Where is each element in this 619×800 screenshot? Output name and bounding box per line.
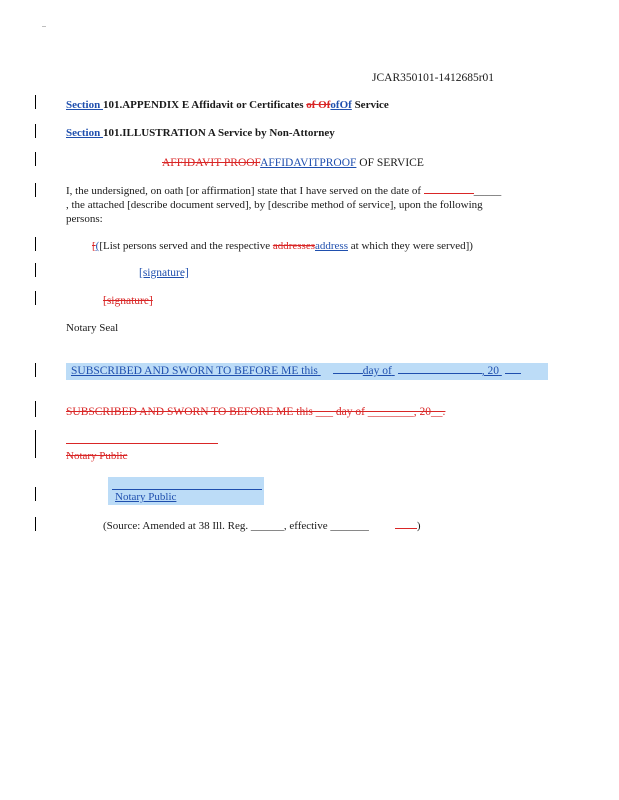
deleted-of: of [306,99,319,111]
section-word: Section [66,99,103,111]
change-bar-12 [35,517,36,531]
source-note [103,520,421,532]
change-bar-3 [35,152,36,166]
change-bar-11 [35,487,36,501]
body-line-2: , the attached [describe document served], by [describe method of service], upon the following [66,199,483,211]
persons-text: [List persons served and the respective [99,240,273,252]
deleted-addresses: addresses [272,240,315,252]
notary-signature-line-inserted [112,489,262,490]
notary-public-inserted: Notary Public [115,491,177,503]
persons-tail: at which they were served]) [348,240,473,252]
change-bar-8 [35,363,36,377]
source-blank-inserted [395,528,417,529]
source-tail: ) [416,520,421,532]
change-bar-4 [35,183,36,197]
notary-seal-label: Notary Seal [66,322,119,334]
change-bar-1 [35,95,36,109]
change-bar-2 [35,124,36,138]
day-blank [333,373,363,374]
title-inserted: AFFIDAVITPROOF [260,157,357,169]
inserted-of: of [330,99,340,111]
section-heading-illustration [66,127,335,139]
form-title [162,157,424,169]
date-blank-inserted [424,193,474,194]
heading-service: Service [351,99,389,111]
inserted-paren: ( [95,240,100,252]
subscribed-deleted-line: SUBSCRIBED AND SWORN TO BEFORE ME this ___ day of ________, 20__. [66,406,446,418]
date-blank-original: _____ [473,185,502,197]
deleted-Of: Of [318,99,331,111]
heading-text: 101.APPENDIX E Affidavit or Certificates [102,99,307,111]
notary-public-deleted: Notary Public [66,450,128,462]
signature-deleted: [signature] [103,295,153,307]
section-heading-appendix [66,99,389,111]
inserted-address: address [315,240,348,252]
top-mark: .. [42,20,46,29]
deleted-bracket: [ [92,240,96,252]
title-rest: OF SERVICE [356,157,424,169]
heading-text: 101.ILLUSTRATION A Service by Non-Attorney [102,127,335,139]
subscribed-inserted-line [71,365,521,377]
document-id: JCAR350101-1412685r01 [372,72,495,84]
change-bar-5 [35,237,36,251]
inserted-Of: Of [339,99,352,111]
change-bar-6 [35,263,36,277]
notary-signature-line-deleted [66,443,218,444]
change-bar-9 [35,401,36,417]
change-bar-10 [35,430,36,458]
signature-inserted: [signature] [139,267,189,279]
section-word: Section [66,127,103,139]
subscribed-text: SUBSCRIBED AND SWORN TO BEFORE ME this [71,365,318,377]
body-text: I, the undersigned, on oath [or affirmation] state that I have served on the date of [66,185,424,197]
year-blank [505,373,521,374]
title-deleted: AFFIDAVIT PROOF [162,157,261,169]
day-of-label: day of [362,365,392,377]
body-line-1 [66,185,501,197]
persons-served-line [92,240,473,252]
body-line-3: persons: [66,213,103,225]
change-bar-7 [35,291,36,305]
month-blank [398,373,482,374]
source-text: (Source: Amended at 38 Ill. Reg. ______, effective _______ [103,520,369,532]
year-label: , 20 [481,365,499,377]
